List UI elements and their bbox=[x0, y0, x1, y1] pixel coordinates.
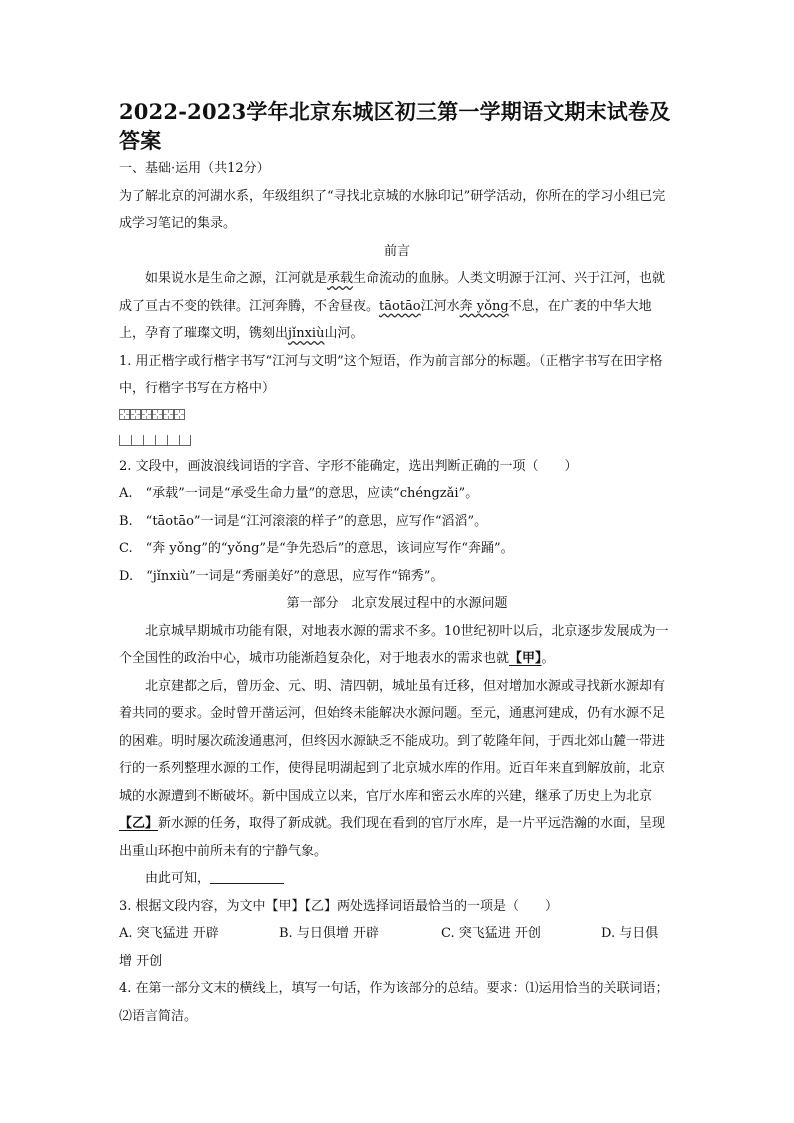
question-3-option-a: A. 突飞猛进 开辟 bbox=[119, 926, 219, 941]
blank-yi: 【乙】 bbox=[119, 816, 159, 831]
question-3-options bbox=[119, 920, 675, 948]
section-heading: 一、基础·运用（共12分） bbox=[119, 161, 270, 176]
wavy-word-taotao: tāotāo bbox=[379, 298, 421, 314]
preface-title: 前言 bbox=[383, 243, 410, 259]
question-1: 1. 用正楷字或行楷字书写“江河与文明”这个短语，作为前言部分的标题。（正楷字书写在田字格中，行楷字书写在方格中） bbox=[119, 353, 663, 396]
tianzige-grid[interactable] bbox=[119, 409, 675, 423]
summary-blank[interactable] bbox=[210, 869, 284, 884]
document-content bbox=[119, 97, 675, 1030]
question-3-stem: 3. 根据文段内容，为文中【甲】【乙】两处选择词语最恰当的一项是（ ） bbox=[119, 898, 559, 914]
blank-jia: 【甲】 bbox=[509, 651, 542, 666]
tianzige-cell[interactable] bbox=[130, 409, 141, 420]
part1-paragraph-2: 北京建都之后，曾历金、元、明、清四朝，城址虽有迁移，但对增加水源或寻找新水源却有着共同的要求。金时曾开凿运河，但始终未能解决水源问题。至元，通惠河建成，仍有水源不足的困难。明时屡次疏浚通惠河，但终因水源缺乏不能成功。到了乾隆年间，于西北郊山麓一带进行的一系列整理水源的工作，使得昆明湖起到了北京城水库的作用。近百年来直到解放前，北京城的水源遭到不断破坏。新中国成立以来，官厅水库和密云水库的兴建，继承了历史上为北京【乙】新水源的任务，取得了新成就。我们现在看到的官厅水库，是一片平远浩瀚的水面，呈现出重山环抱中前所未有的宁静气象。 bbox=[119, 678, 666, 859]
tianzige-cell[interactable] bbox=[174, 409, 185, 420]
wavy-word-benyong: 奔 yǒng bbox=[459, 298, 509, 314]
square-cell[interactable] bbox=[119, 435, 131, 446]
wavy-word-chengzai: 承载 bbox=[327, 271, 354, 286]
preface-paragraph: 如果说水是生命之源，江河就是承载生命流动的血脉。人类文明源于江河、兴于江河，也就成了亘古不变的铁律。江河奔腾，不舍昼夜。tāotāo江河水奔 yǒng不息，在广袤的中华大地上，孕育了璀璨文明，镌刻出jǐnxiù山河。 bbox=[119, 271, 666, 341]
square-cell[interactable] bbox=[179, 435, 191, 446]
question-2-option-a: A. “承载”一词是“承受生命力量”的意思，应读“chéngzǎi”。 bbox=[119, 486, 479, 501]
question-3-option-c: C. 突飞猛进 开创 bbox=[441, 926, 541, 941]
tianzige-cell[interactable] bbox=[152, 409, 163, 420]
section-intro: 为了解北京的河湖水系，年级组织了“寻找北京城的水脉印记”研学活动，你所在的学习小组已完成学习笔记的集录。 bbox=[119, 188, 666, 231]
document-title: 2022-2023学年北京东城区初三第一学期语文期末试卷及答案 bbox=[119, 99, 671, 153]
tianzige-cell[interactable] bbox=[119, 409, 130, 420]
question-4: 4. 在第一部分文末的横线上，填写一句话，作为该部分的总结。要求：⑴运用恰当的关联词语；⑵语言简洁。 bbox=[119, 981, 669, 1024]
square-cell[interactable] bbox=[167, 435, 179, 446]
tianzige-cell[interactable] bbox=[141, 409, 152, 420]
question-3-option-d-cont: 增 开创 bbox=[119, 953, 163, 969]
question-2-option-d: D. “jǐnxiù”一词是“秀丽美好”的意思，应写作“锦秀”。 bbox=[119, 568, 444, 584]
part1-title: 第一部分 北京发展过程中的水源问题 bbox=[286, 596, 508, 611]
square-grid[interactable] bbox=[119, 435, 675, 449]
question-3-option-b: B. 与日俱增 开辟 bbox=[279, 926, 379, 941]
question-2-option-b: B. “tāotāo”一词是“江河滚滚的样子”的意思，应写作“滔滔”。 bbox=[119, 513, 488, 529]
tianzige-cell[interactable] bbox=[163, 409, 174, 420]
part1-summary-line: 由此可知， bbox=[119, 865, 675, 893]
square-cell[interactable] bbox=[155, 435, 167, 446]
part1-paragraph-1: 北京城早期城市功能有限，对地表水源的需求不多。10世纪初叶以后，北京逐步发展成为一个全国性的政治中心，城市功能渐趋复杂化，对于地表水的需求也就【甲】。 bbox=[119, 623, 669, 666]
square-cell[interactable] bbox=[131, 435, 143, 446]
question-3-option-d: D. 与日俱 bbox=[601, 926, 659, 941]
square-cell[interactable] bbox=[143, 435, 155, 446]
wavy-word-jinxiu: jǐnxiù bbox=[288, 326, 325, 341]
question-2-stem: 2. 文段中，画波浪线词语的字音、字形不能确定，选出判断正确的一项（ ） bbox=[119, 458, 578, 474]
question-2-option-c: C. “奔 yǒng”的“yǒng”是“争先恐后”的意思，该词应写作“奔踊”。 bbox=[119, 541, 514, 556]
